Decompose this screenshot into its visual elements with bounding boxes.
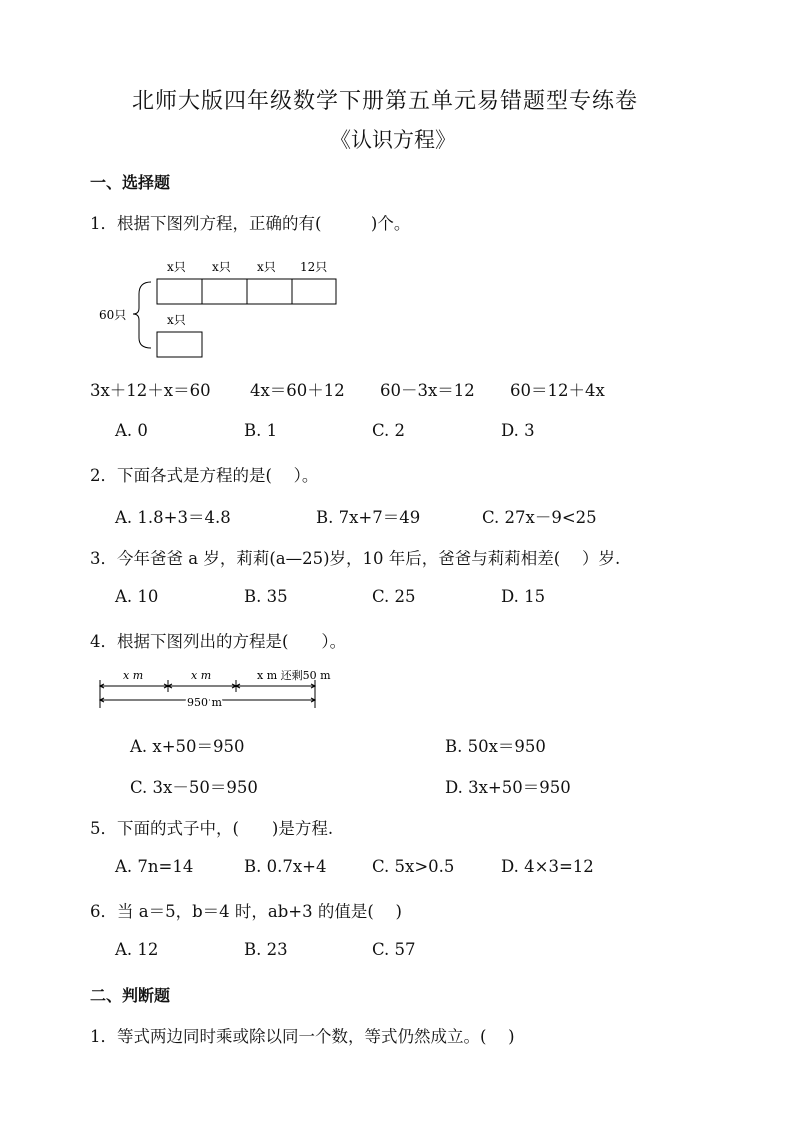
q1-top-label-2: x只 xyxy=(212,260,231,274)
q3-option-a[interactable]: A. 10 xyxy=(115,587,159,606)
q4-option-d[interactable]: D. 3x+50＝950 xyxy=(445,778,571,797)
q2-option-c[interactable]: C. 27x－9<25 xyxy=(482,508,597,527)
q4-diagram xyxy=(95,664,345,714)
q1-equation-1: 3x＋12＋x＝60 xyxy=(90,381,211,400)
q4-segment-label-3: x m 还剩50 m xyxy=(257,669,331,682)
q4-option-c[interactable]: C. 3x－50＝950 xyxy=(130,778,258,797)
q1-box-2 xyxy=(202,279,247,304)
q2-option-a[interactable]: A. 1.8+3＝4.8 xyxy=(115,508,231,527)
q5-option-d[interactable]: D. 4×3=12 xyxy=(501,857,594,876)
question-4: 4．根据下图列出的方程是( ）。 xyxy=(90,632,347,651)
q5-option-b[interactable]: B. 0.7x+4 xyxy=(244,857,327,876)
q3-option-c[interactable]: C. 25 xyxy=(372,587,416,606)
q1-box-1 xyxy=(157,279,202,304)
q1-box-4 xyxy=(292,279,336,304)
q1-bottom-label: x只 xyxy=(167,313,186,327)
q6-option-b[interactable]: B. 23 xyxy=(244,940,288,959)
q1-box-3 xyxy=(247,279,292,304)
question-6: 6．当 a＝5，b＝4 时，ab+3 的值是( ) xyxy=(90,902,402,921)
q1-box-bottom xyxy=(157,332,202,357)
q1-brace xyxy=(133,282,151,348)
q4-segment-label-2: x m xyxy=(191,669,212,682)
q1-diagram xyxy=(95,252,355,364)
q4-segment-label-1: x m xyxy=(123,669,144,682)
q6-option-c[interactable]: C. 57 xyxy=(372,940,416,959)
q1-option-b[interactable]: B. 1 xyxy=(244,421,278,440)
question-3: 3．今年爸爸 a 岁，莉莉(a—25)岁，10 年后，爸爸与莉莉相差( ）岁. xyxy=(90,549,621,568)
q1-option-c[interactable]: C. 2 xyxy=(372,421,406,440)
q5-option-a[interactable]: A. 7n=14 xyxy=(115,857,194,876)
q1-total-label: 60只 xyxy=(99,308,127,322)
q5-option-c[interactable]: C. 5x>0.5 xyxy=(372,857,455,876)
q4-total-label: 950 m xyxy=(187,696,222,709)
q3-option-d[interactable]: D. 15 xyxy=(501,587,546,606)
q1-equation-2: 4x＝60＋12 xyxy=(250,381,345,400)
q4-option-a[interactable]: A. x+50＝950 xyxy=(130,737,245,756)
q1-top-label-1: x只 xyxy=(167,260,186,274)
section-judge: 二、判断题 xyxy=(90,986,171,1005)
q1-equation-4: 60＝12＋4x xyxy=(510,381,605,400)
judge-question-1: 1．等式两边同时乘或除以同一个数，等式仍然成立。( ) xyxy=(90,1027,515,1046)
q1-equation-3: 60－3x＝12 xyxy=(380,381,475,400)
page-title: 北师大版四年级数学下册第五单元易错题型专练卷 xyxy=(132,89,639,114)
q4-option-b[interactable]: B. 50x＝950 xyxy=(445,737,546,756)
q2-option-b[interactable]: B. 7x+7＝49 xyxy=(316,508,421,527)
question-1: 1．根据下图列方程，正确的有( )个。 xyxy=(90,214,411,233)
page-subtitle: 《认识方程》 xyxy=(330,128,456,152)
q1-top-label-3: x只 xyxy=(257,260,276,274)
q1-option-d[interactable]: D. 3 xyxy=(501,421,535,440)
q3-option-b[interactable]: B. 35 xyxy=(244,587,288,606)
section-choice: 一、选择题 xyxy=(90,173,171,192)
q6-option-a[interactable]: A. 12 xyxy=(115,940,159,959)
question-2: 2．下面各式是方程的是( ）。 xyxy=(90,466,319,485)
q1-top-label-4: 12只 xyxy=(300,260,328,274)
question-5: 5．下面的式子中，( )是方程. xyxy=(90,819,334,838)
q1-option-a[interactable]: A. 0 xyxy=(115,421,148,440)
